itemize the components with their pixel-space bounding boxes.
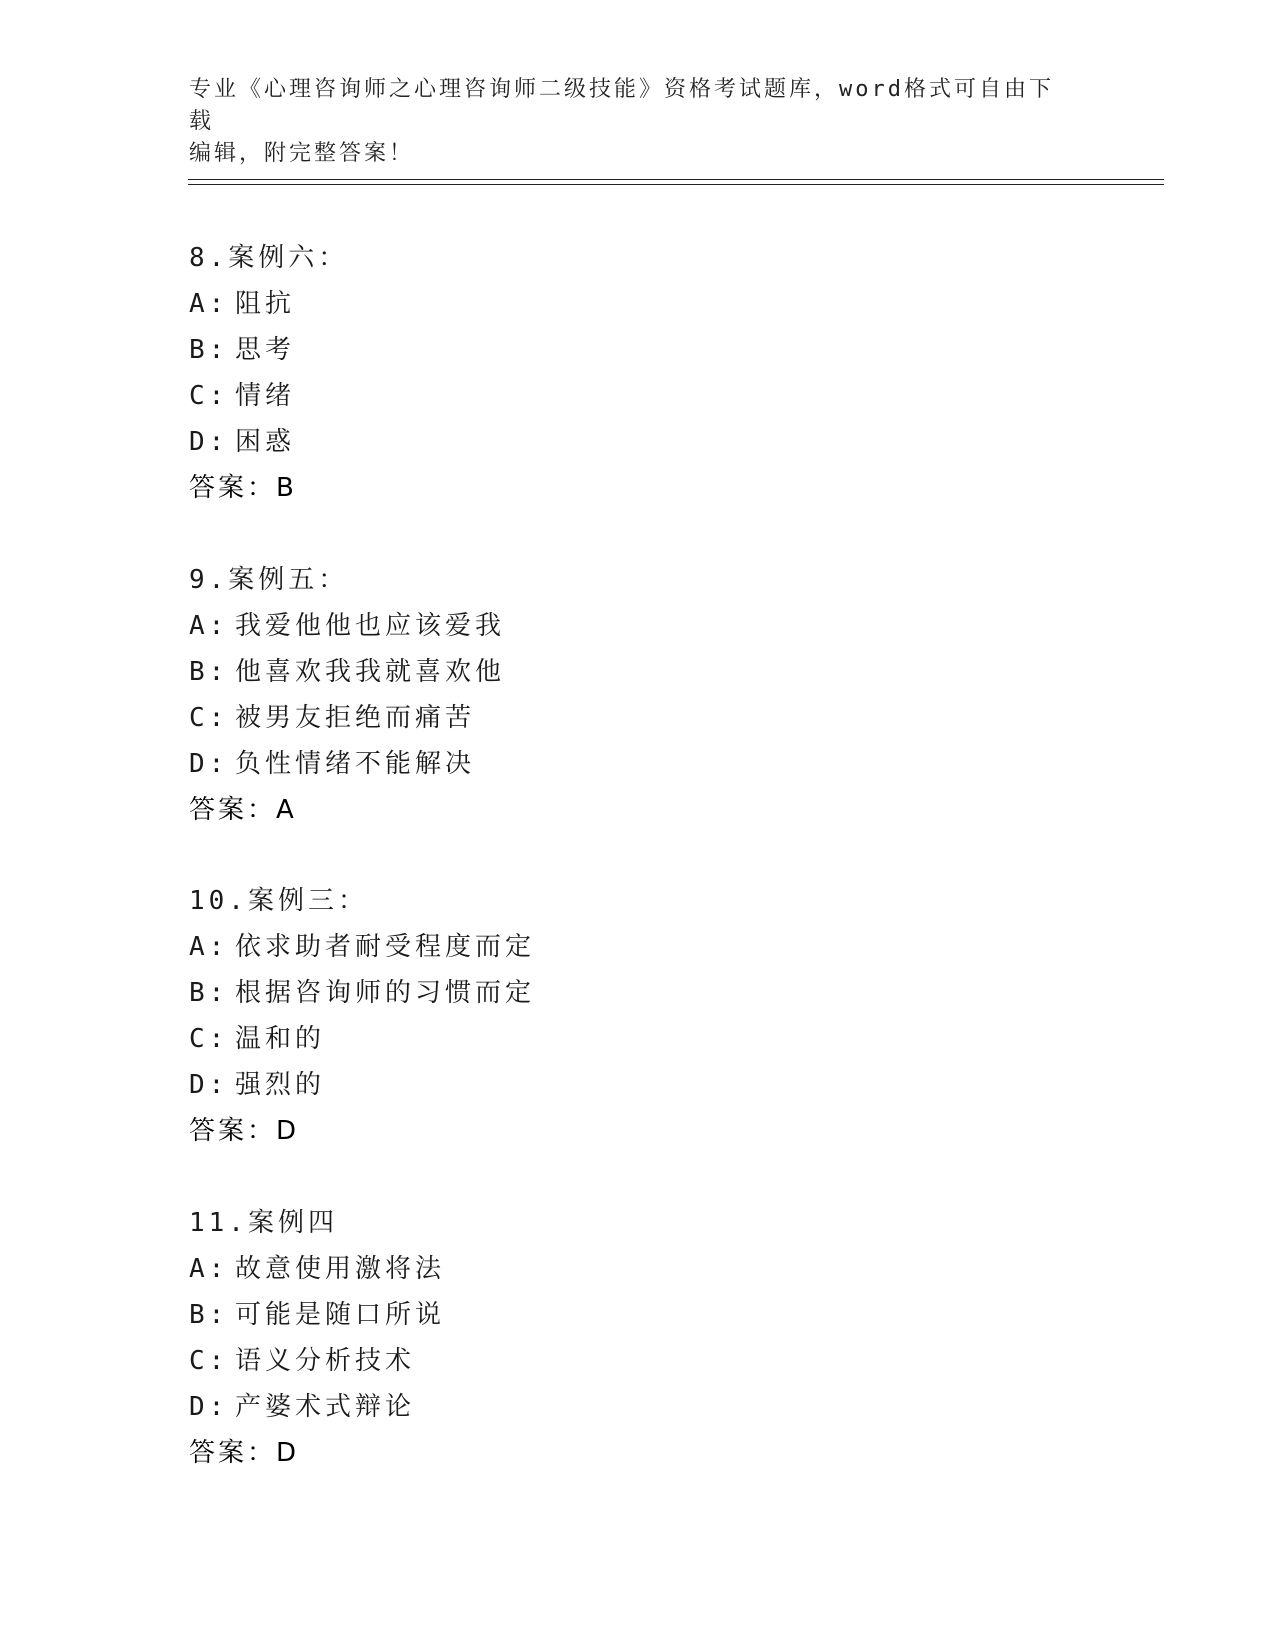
- option-letter: D:: [189, 1392, 229, 1422]
- question-stem: 9.案例五：: [189, 565, 349, 595]
- option-text: 思考: [235, 335, 296, 365]
- option-letter: D:: [189, 1070, 229, 1100]
- option-b: [189, 970, 535, 1016]
- question-block: [189, 235, 348, 511]
- option-b: [189, 649, 505, 695]
- option-text: 负性情绪不能解决: [235, 749, 476, 779]
- option-letter: C:: [189, 381, 229, 411]
- option-text: 被男友拒绝而痛苦: [235, 703, 476, 733]
- answer-line: 答案：D: [189, 1116, 300, 1146]
- answer-line: 答案：B: [189, 473, 297, 503]
- option-text: 情绪: [235, 381, 296, 411]
- option-text: 困惑: [235, 427, 296, 457]
- answer-line: 答案：D: [189, 1438, 300, 1468]
- option-d: [189, 1062, 535, 1108]
- question-block: [189, 1200, 445, 1476]
- option-a: [189, 924, 535, 970]
- option-text: 阻抗: [235, 289, 296, 319]
- option-letter: A:: [189, 611, 229, 641]
- option-d: [189, 1384, 445, 1430]
- option-letter: B:: [189, 1300, 229, 1330]
- option-d: [189, 419, 348, 465]
- option-letter: A:: [189, 932, 229, 962]
- question-stem: 10.案例三：: [189, 886, 368, 916]
- option-text: 故意使用激将法: [235, 1254, 446, 1284]
- header-divider-top: [188, 179, 1164, 180]
- option-text: 温和的: [235, 1024, 326, 1054]
- option-text: 可能是随口所说: [235, 1300, 446, 1330]
- option-text: 根据咨询师的习惯而定: [235, 978, 536, 1008]
- option-text: 语义分析技术: [235, 1346, 416, 1376]
- option-c: [189, 695, 505, 741]
- option-letter: A:: [189, 289, 229, 319]
- document-header: [189, 74, 1069, 170]
- option-c: [189, 1338, 445, 1384]
- option-letter: D:: [189, 427, 229, 457]
- option-a: [189, 281, 348, 327]
- option-letter: B:: [189, 978, 229, 1008]
- option-letter: A:: [189, 1254, 229, 1284]
- question-stem: 8.案例六：: [189, 243, 349, 273]
- option-text: 他喜欢我我就喜欢他: [235, 657, 506, 687]
- option-b: [189, 1292, 445, 1338]
- option-a: [189, 1246, 445, 1292]
- option-text: 产婆术式辩论: [235, 1392, 416, 1422]
- option-text: 依求助者耐受程度而定: [235, 932, 536, 962]
- option-d: [189, 741, 505, 787]
- answer-line: 答案：A: [189, 795, 297, 825]
- option-c: [189, 373, 348, 419]
- header-line-1: 专业《心理咨询师之心理咨询师二级技能》资格考试题库，word格式可自由下载: [189, 77, 1054, 134]
- question-block: [189, 557, 505, 833]
- question-block: [189, 878, 535, 1154]
- option-a: [189, 603, 505, 649]
- option-c: [189, 1016, 535, 1062]
- header-line-2: 编辑，附完整答案！: [189, 141, 415, 166]
- option-letter: B:: [189, 657, 229, 687]
- option-letter: C:: [189, 703, 229, 733]
- option-letter: C:: [189, 1346, 229, 1376]
- option-letter: B:: [189, 335, 229, 365]
- option-text: 强烈的: [235, 1070, 326, 1100]
- option-b: [189, 327, 348, 373]
- header-divider-bottom: [188, 184, 1164, 185]
- option-text: 我爱他他也应该爱我: [235, 611, 506, 641]
- question-stem: 11.案例四: [189, 1208, 338, 1238]
- option-letter: C:: [189, 1024, 229, 1054]
- option-letter: D:: [189, 749, 229, 779]
